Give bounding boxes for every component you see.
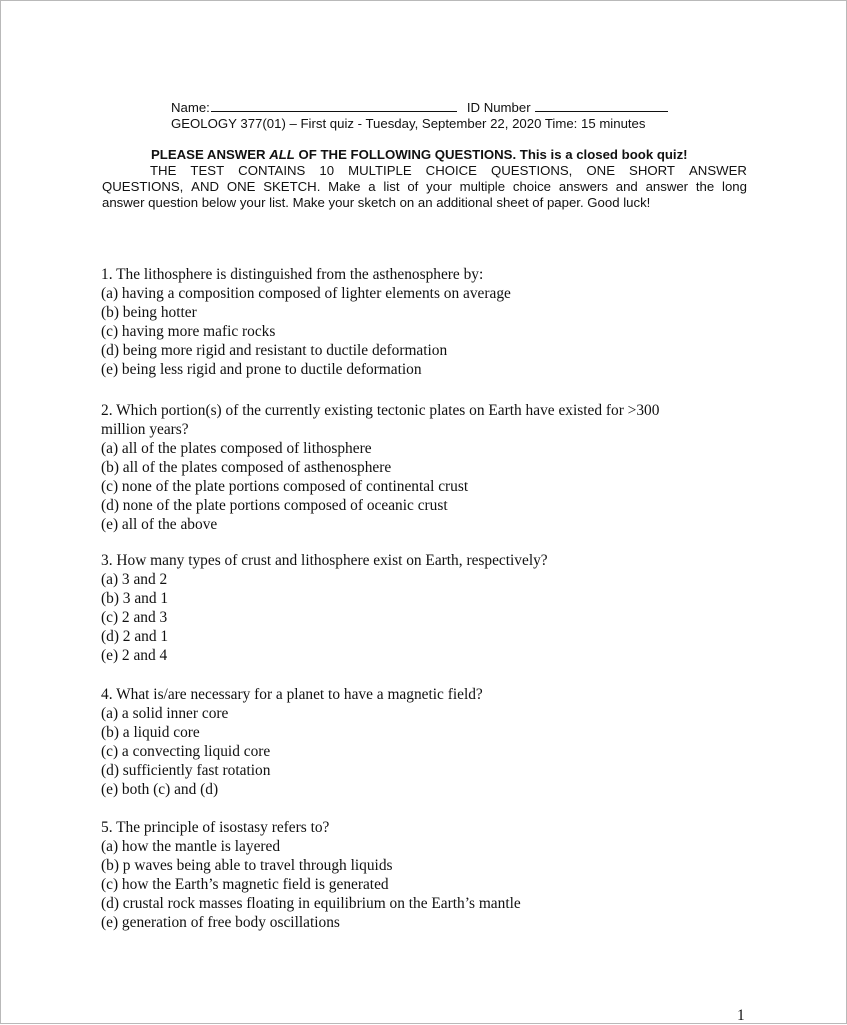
word: THE [150, 163, 177, 178]
answer-option-b: (b) a liquid core [101, 724, 200, 741]
answer-option-b: (b) p waves being able to travel through liquids [101, 857, 393, 874]
answer-option-c: (c) a convecting liquid core [101, 743, 271, 760]
answer-option-e: (e) generation of free body oscillations [101, 914, 340, 931]
question-2 [101, 401, 721, 534]
instructions-line-3: answer question below your list. Make your sketch on an additional sheet of paper. Good luck! [102, 195, 651, 210]
page-number: 1 [737, 1007, 745, 1024]
answer-option-c: (c) having more mafic rocks [101, 323, 276, 340]
word: AND [191, 179, 219, 194]
word: MULTIPLE [348, 163, 412, 178]
word: multiple [459, 179, 506, 194]
name-label: Name: [171, 100, 210, 115]
word: and [615, 179, 638, 194]
word: Make [328, 179, 361, 194]
word: list [383, 179, 400, 194]
question-3 [101, 551, 721, 665]
answer-option-d: (d) none of the plate portions composed of oceanic crust [101, 497, 448, 514]
word: the [695, 179, 715, 194]
question-1 [101, 265, 721, 379]
word: ANSWER [689, 163, 747, 178]
question-5 [101, 818, 721, 932]
answer-option-d: (d) 2 and 1 [101, 628, 169, 645]
answer-option-c: (c) 2 and 3 [101, 609, 168, 626]
answer-option-a: (a) all of the plates composed of lithosphere [101, 440, 372, 457]
question-stem-continued: million years? [101, 421, 189, 438]
word: long [722, 179, 747, 194]
id-number-blank [535, 99, 668, 112]
answer-option-e: (e) 2 and 4 [101, 647, 168, 664]
instructions-heading [151, 147, 688, 163]
answer-option-a: (a) how the mantle is layered [101, 838, 281, 855]
question-stem: 1. The lithosphere is distinguished from the asthenosphere by: [101, 266, 484, 283]
answer-option-c: (c) none of the plate portions composed of continental crust [101, 478, 469, 495]
answer-option-a: (a) a solid inner core [101, 705, 229, 722]
word: a [368, 179, 376, 194]
answer-option-d: (d) sufficiently fast rotation [101, 762, 271, 779]
course-title: GEOLOGY 377(01) – First quiz - Tuesday, September 22, 2020 Time: 15 minutes [171, 116, 646, 131]
word: 10 [319, 163, 335, 178]
instructions-line-2 [102, 179, 747, 195]
answer-option-e: (e) both (c) and (d) [101, 781, 219, 798]
question-4 [101, 685, 721, 799]
answer-option-d: (d) crustal rock masses floating in equilibrium on the Earth’s mantle [101, 895, 521, 912]
word: TEST [190, 163, 225, 178]
instructions-heading-pre: PLEASE ANSWER [151, 147, 270, 162]
instructions-heading-emphasis: ALL [269, 147, 295, 162]
word: QUESTIONS, [102, 179, 184, 194]
word: choice [512, 179, 551, 194]
word: SKETCH. [263, 179, 321, 194]
answer-option-a: (a) having a composition composed of lighter elements on average [101, 285, 511, 302]
question-stem: 2. Which portion(s) of the currently existing tectonic plates on Earth have existed for >300 [101, 402, 660, 419]
word: ONE [586, 163, 615, 178]
word: QUESTIONS, [491, 163, 573, 178]
name-id-line [171, 99, 668, 116]
answer-option-b: (b) being hotter [101, 304, 197, 321]
word: SHORT [629, 163, 675, 178]
word: ONE [226, 179, 256, 194]
word: CONTAINS [238, 163, 306, 178]
question-stem: 4. What is/are necessary for a planet to have a magnetic field? [101, 686, 483, 703]
answer-option-b: (b) 3 and 1 [101, 590, 169, 607]
question-stem: 5. The principle of isostasy refers to? [101, 819, 330, 836]
answer-option-c: (c) how the Earth’s magnetic field is generated [101, 876, 389, 893]
question-stem: 3. How many types of crust and lithosphere exist on Earth, respectively? [101, 552, 548, 569]
id-number-label: ID Number [466, 100, 531, 115]
instructions-line-1 [102, 163, 747, 179]
word: your [426, 179, 452, 194]
instructions-heading-post: OF THE FOLLOWING QUESTIONS. This is a closed book quiz! [294, 147, 688, 162]
answer-option-a: (a) 3 and 2 [101, 571, 168, 588]
answer-option-e: (e) being less rigid and prone to ductile deformation [101, 361, 422, 378]
name-blank [211, 99, 457, 112]
answer-option-e: (e) all of the above [101, 516, 218, 533]
word: answers [558, 179, 608, 194]
word: of [407, 179, 419, 194]
word: CHOICE [425, 163, 477, 178]
answer-option-b: (b) all of the plates composed of asthenosphere [101, 459, 392, 476]
instructions-body [102, 163, 747, 211]
answer-option-d: (d) being more rigid and resistant to ductile deformation [101, 342, 448, 359]
word: answer [645, 179, 689, 194]
